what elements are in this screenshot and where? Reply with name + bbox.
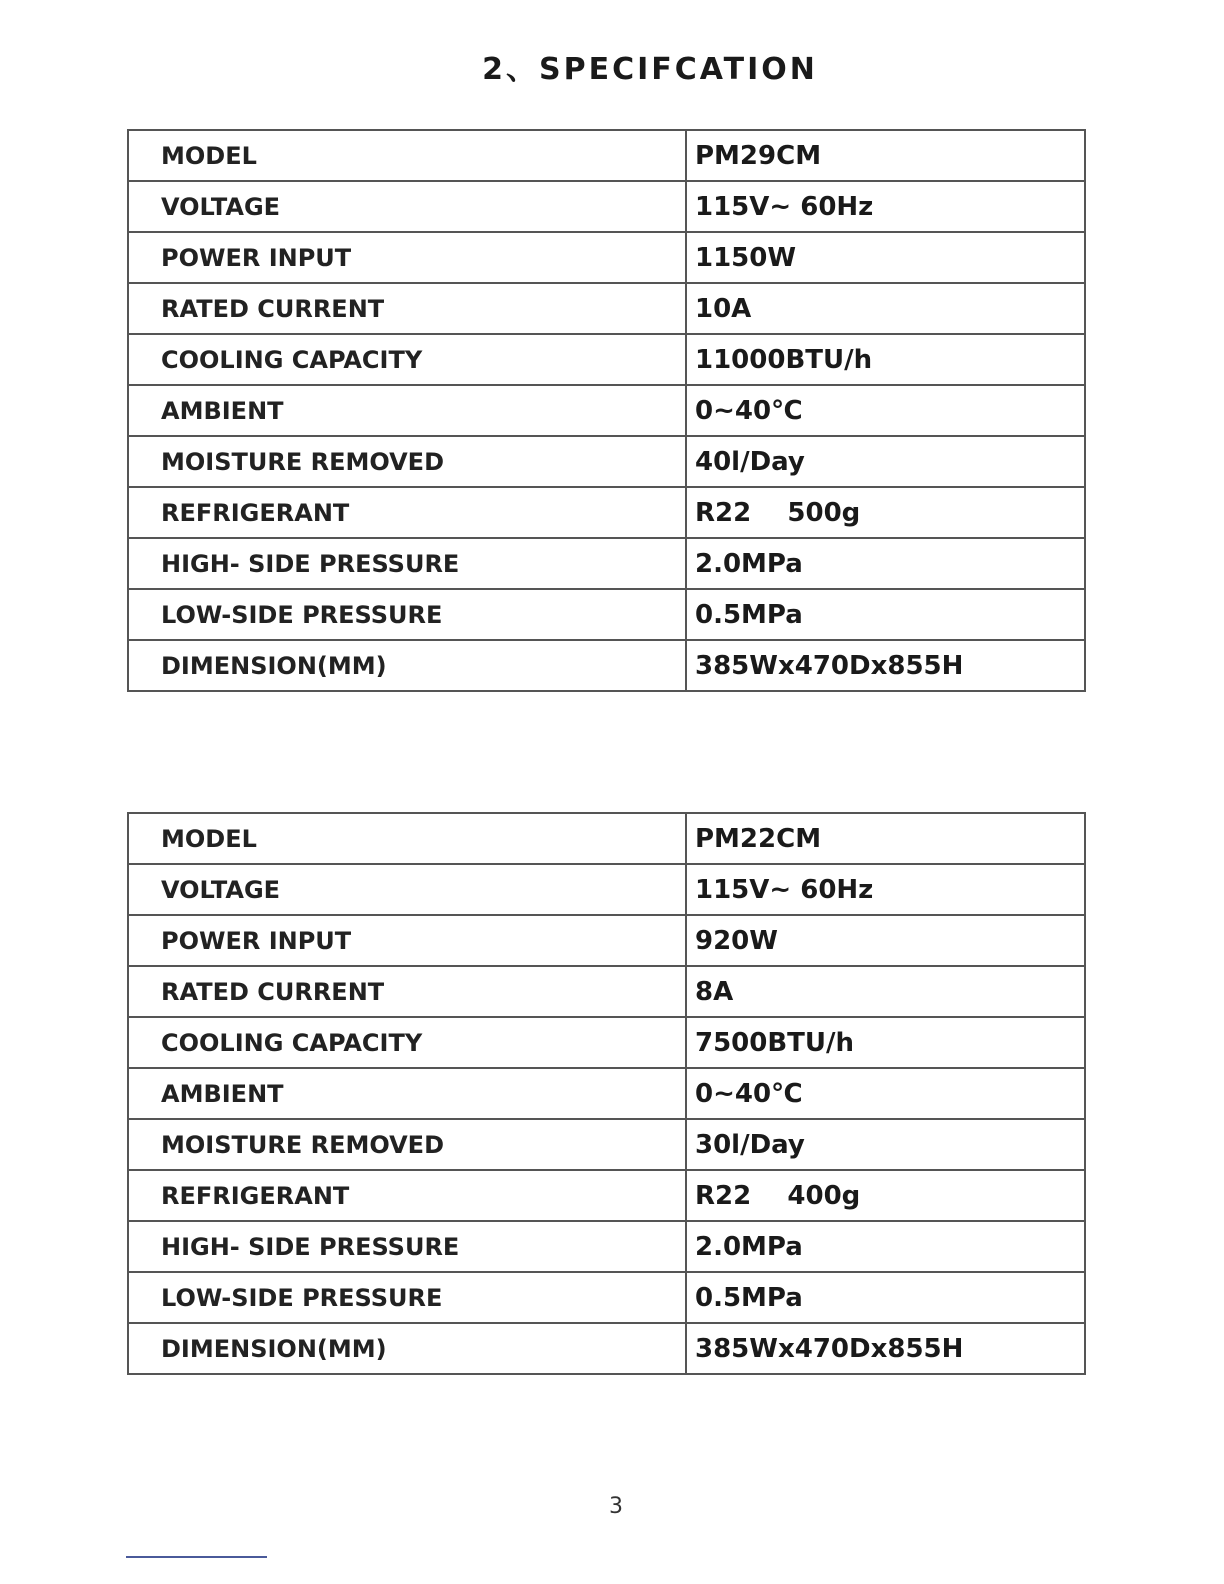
row-label: VOLTAGE	[128, 181, 686, 232]
row-label: AMBIENT	[128, 1068, 686, 1119]
row-value: 7500BTU/h	[686, 1017, 1085, 1068]
table-row	[128, 589, 1085, 640]
row-value: 115V~ 60Hz	[686, 181, 1085, 232]
row-value: 115V~ 60Hz	[686, 864, 1085, 915]
row-value: R22 500g	[686, 487, 1085, 538]
table-row	[128, 130, 1085, 181]
table-row	[128, 1221, 1085, 1272]
row-label: AMBIENT	[128, 385, 686, 436]
table-row	[128, 232, 1085, 283]
table-row	[128, 1272, 1085, 1323]
table-row	[128, 1119, 1085, 1170]
table-row	[128, 1068, 1085, 1119]
row-value: 2.0MPa	[686, 538, 1085, 589]
table-row	[128, 385, 1085, 436]
row-value: 30l/Day	[686, 1119, 1085, 1170]
row-label: REFRIGERANT	[128, 1170, 686, 1221]
row-value: 11000BTU/h	[686, 334, 1085, 385]
row-label: COOLING CAPACITY	[128, 334, 686, 385]
table-row	[128, 915, 1085, 966]
page-number: 3	[609, 1494, 623, 1519]
row-label: POWER INPUT	[128, 232, 686, 283]
row-value: 0~40℃	[686, 385, 1085, 436]
row-value: 0~40℃	[686, 1068, 1085, 1119]
row-value: PM22CM	[686, 813, 1085, 864]
table-row	[128, 181, 1085, 232]
row-label: POWER INPUT	[128, 915, 686, 966]
row-label: VOLTAGE	[128, 864, 686, 915]
row-label: MODEL	[128, 130, 686, 181]
row-label: COOLING CAPACITY	[128, 1017, 686, 1068]
table-row	[128, 1170, 1085, 1221]
table-row	[128, 436, 1085, 487]
row-label: RATED CURRENT	[128, 283, 686, 334]
row-value: 40l/Day	[686, 436, 1085, 487]
row-label: MODEL	[128, 813, 686, 864]
row-label: DIMENSION(MM)	[128, 640, 686, 691]
table-row	[128, 1017, 1085, 1068]
spec-table-pm29cm	[127, 129, 1086, 692]
row-value: 10A	[686, 283, 1085, 334]
spec-table-pm22cm	[127, 812, 1086, 1375]
row-value: 1150W	[686, 232, 1085, 283]
table-row	[128, 487, 1085, 538]
table-row	[128, 1323, 1085, 1374]
row-label: RATED CURRENT	[128, 966, 686, 1017]
row-value: 385Wx470Dx855H	[686, 1323, 1085, 1374]
row-label: DIMENSION(MM)	[128, 1323, 686, 1374]
row-value: R22 400g	[686, 1170, 1085, 1221]
table-row	[128, 966, 1085, 1017]
table-row	[128, 283, 1085, 334]
table-row	[128, 334, 1085, 385]
table-row	[128, 864, 1085, 915]
row-label: MOISTURE REMOVED	[128, 436, 686, 487]
footer-rule	[126, 1556, 267, 1558]
table-row	[128, 813, 1085, 864]
row-label: LOW-SIDE PRESSURE	[128, 1272, 686, 1323]
row-value: 8A	[686, 966, 1085, 1017]
row-label: HIGH- SIDE PRESSURE	[128, 538, 686, 589]
row-label: HIGH- SIDE PRESSURE	[128, 1221, 686, 1272]
page-title: 2、SPECIFCATION	[482, 52, 818, 87]
row-value: PM29CM	[686, 130, 1085, 181]
row-label: LOW-SIDE PRESSURE	[128, 589, 686, 640]
row-value: 0.5MPa	[686, 1272, 1085, 1323]
row-value: 2.0MPa	[686, 1221, 1085, 1272]
row-label: REFRIGERANT	[128, 487, 686, 538]
table-row	[128, 538, 1085, 589]
row-value: 0.5MPa	[686, 589, 1085, 640]
row-value: 385Wx470Dx855H	[686, 640, 1085, 691]
row-label: MOISTURE REMOVED	[128, 1119, 686, 1170]
row-value: 920W	[686, 915, 1085, 966]
table-row	[128, 640, 1085, 691]
